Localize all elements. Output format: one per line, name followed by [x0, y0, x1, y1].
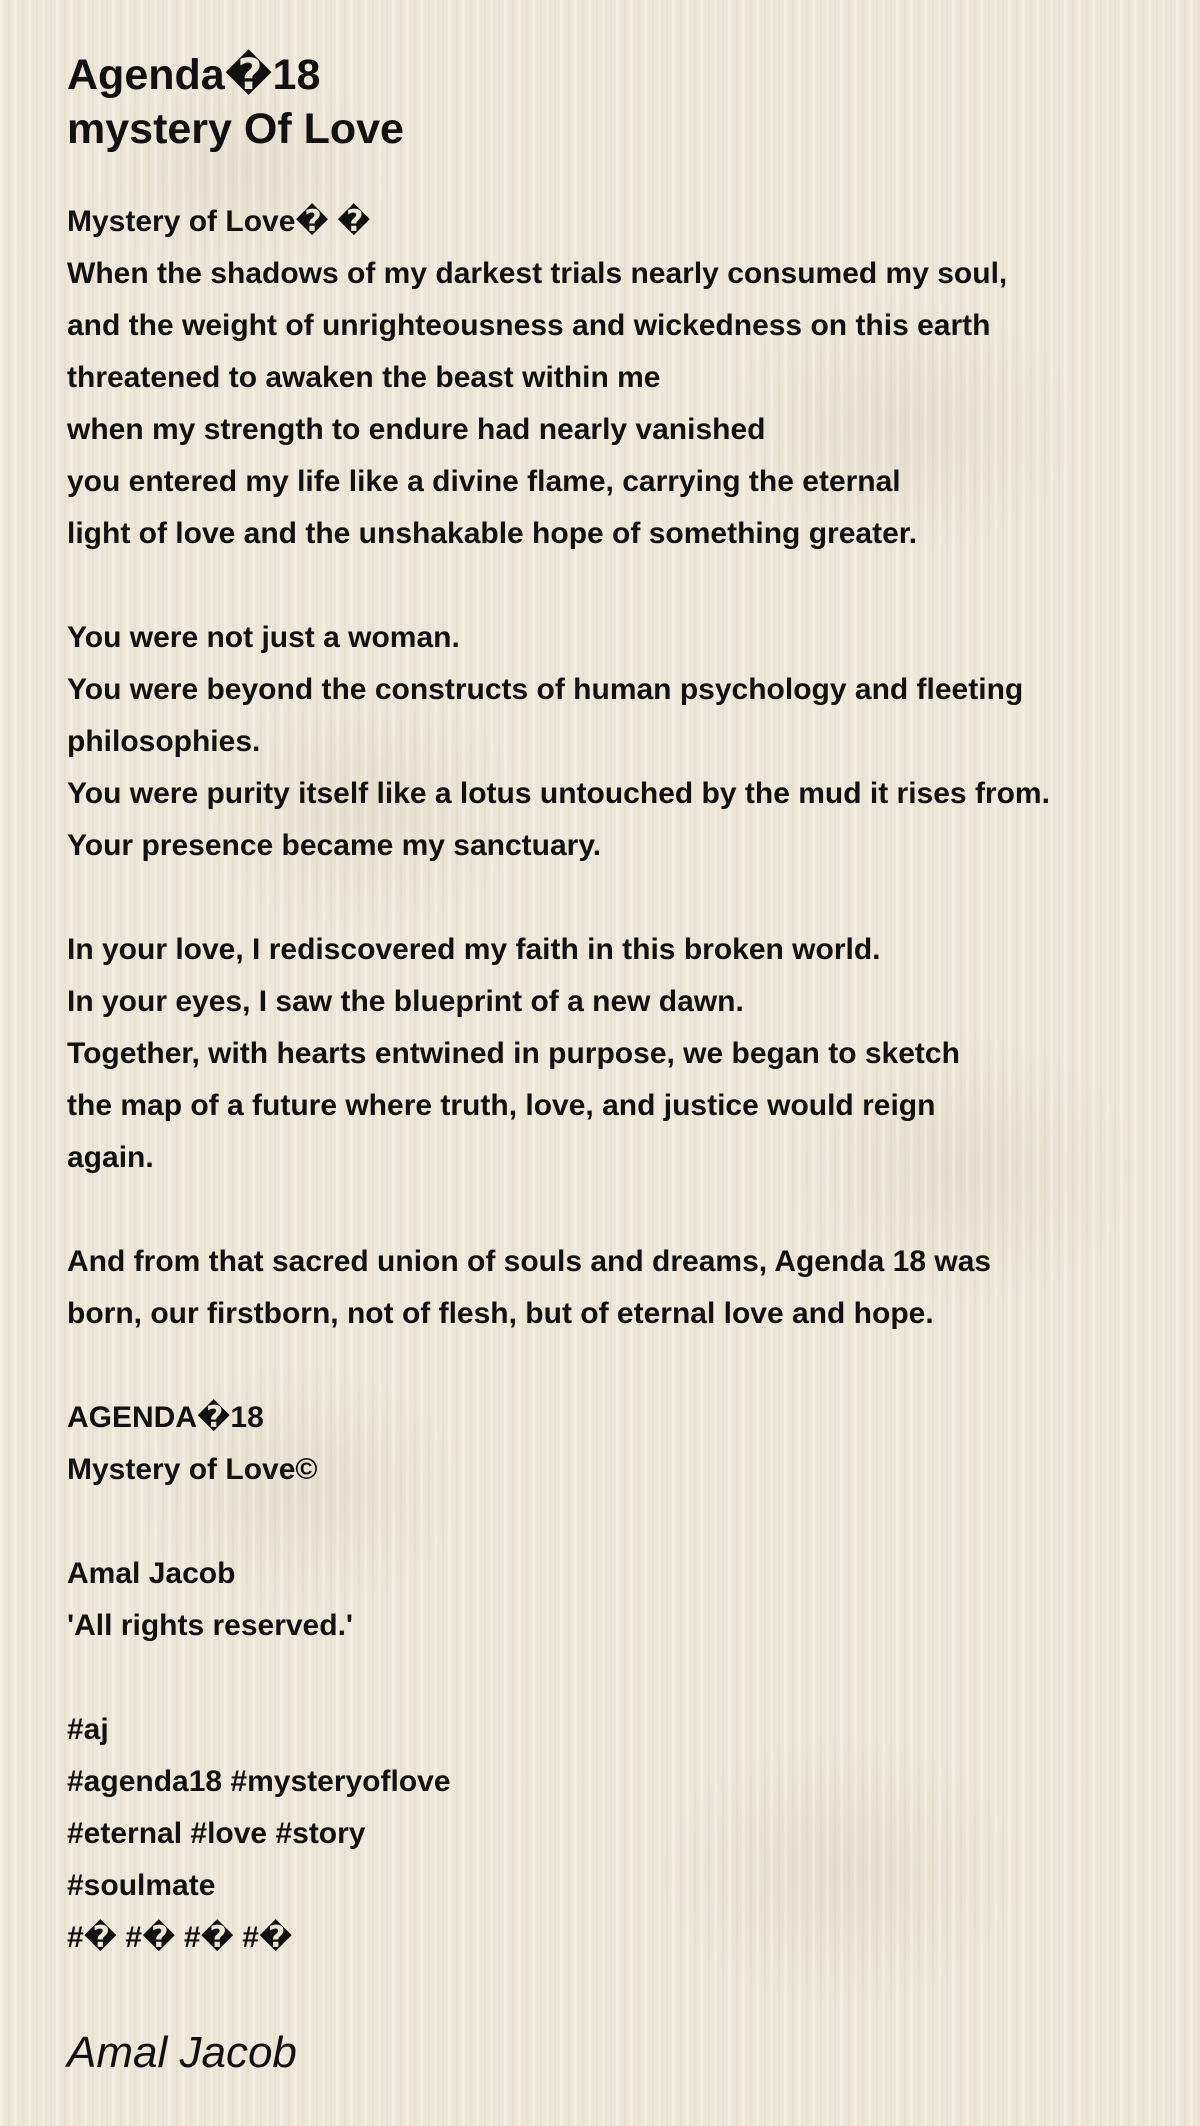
poem-line: You were beyond the constructs of human psychology and fleeting: [67, 673, 1024, 706]
poem-line: You were not just a woman.: [67, 621, 460, 654]
poem-line: light of love and the unshakable hope of something greater.: [67, 517, 918, 550]
stanza-break: [67, 1340, 1167, 1392]
poem-line: And from that sacred union of souls and dreams, Agenda 18 was: [67, 1245, 992, 1278]
stanza-break: [67, 560, 1167, 612]
poem-line: again.: [67, 1141, 154, 1174]
stanza-break: [67, 872, 1167, 924]
stanza-break: [67, 1184, 1167, 1236]
stanza-break: [67, 1496, 1167, 1548]
poem-line: and the weight of unrighteousness and wickedness on this earth: [67, 309, 991, 342]
hashtag-line: #� #� #� #�: [67, 1921, 293, 1954]
stanza-break: [67, 1652, 1167, 1704]
poem-line: You were purity itself like a lotus untouched by the mud it rises from.: [67, 777, 1050, 810]
poem-line: Mystery of Love©: [67, 1453, 318, 1486]
poem-line: Together, with hearts entwined in purpose, we began to sketch: [67, 1037, 960, 1070]
poem-line: the map of a future where truth, love, and justice would reign: [67, 1089, 936, 1122]
poem-line: philosophies.: [67, 725, 261, 758]
poem-line: when my strength to endure had nearly vanished: [67, 413, 766, 446]
poem-line: Your presence became my sanctuary.: [67, 829, 602, 862]
hashtag-line: #agenda18 #mysteryoflove: [67, 1765, 451, 1798]
poem-line: In your eyes, I saw the blueprint of a new dawn.: [67, 985, 744, 1018]
poem-line: threatened to awaken the beast within me: [67, 361, 661, 394]
poem-line: you entered my life like a divine flame, carrying the eternal: [67, 465, 901, 498]
poem-title-line-2: mystery Of Love: [67, 105, 404, 153]
author-signature: Amal Jacob: [67, 2028, 297, 2077]
poem-line: born, our firstborn, not of flesh, but of eternal love and hope.: [67, 1297, 934, 1330]
poem-title-line-1: Agenda�18: [67, 51, 321, 99]
poem-line: When the shadows of my darkest trials nearly consumed my soul,: [67, 257, 1008, 290]
poem-line: AGENDA�18: [67, 1401, 264, 1434]
hashtag-line: #soulmate: [67, 1869, 216, 1902]
poem-page: [67, 48, 1167, 1964]
poem-line: Amal Jacob: [67, 1557, 236, 1590]
poem-title: [67, 48, 1167, 156]
poem-line: Mystery of Love� �: [67, 205, 371, 238]
poem-body: [67, 196, 1167, 1964]
hashtag-line: #eternal #love #story: [67, 1817, 366, 1850]
poem-line: 'All rights reserved.': [67, 1609, 354, 1642]
poem-line: In your love, I rediscovered my faith in this broken world.: [67, 933, 881, 966]
hashtag-line: #aj: [67, 1713, 109, 1746]
